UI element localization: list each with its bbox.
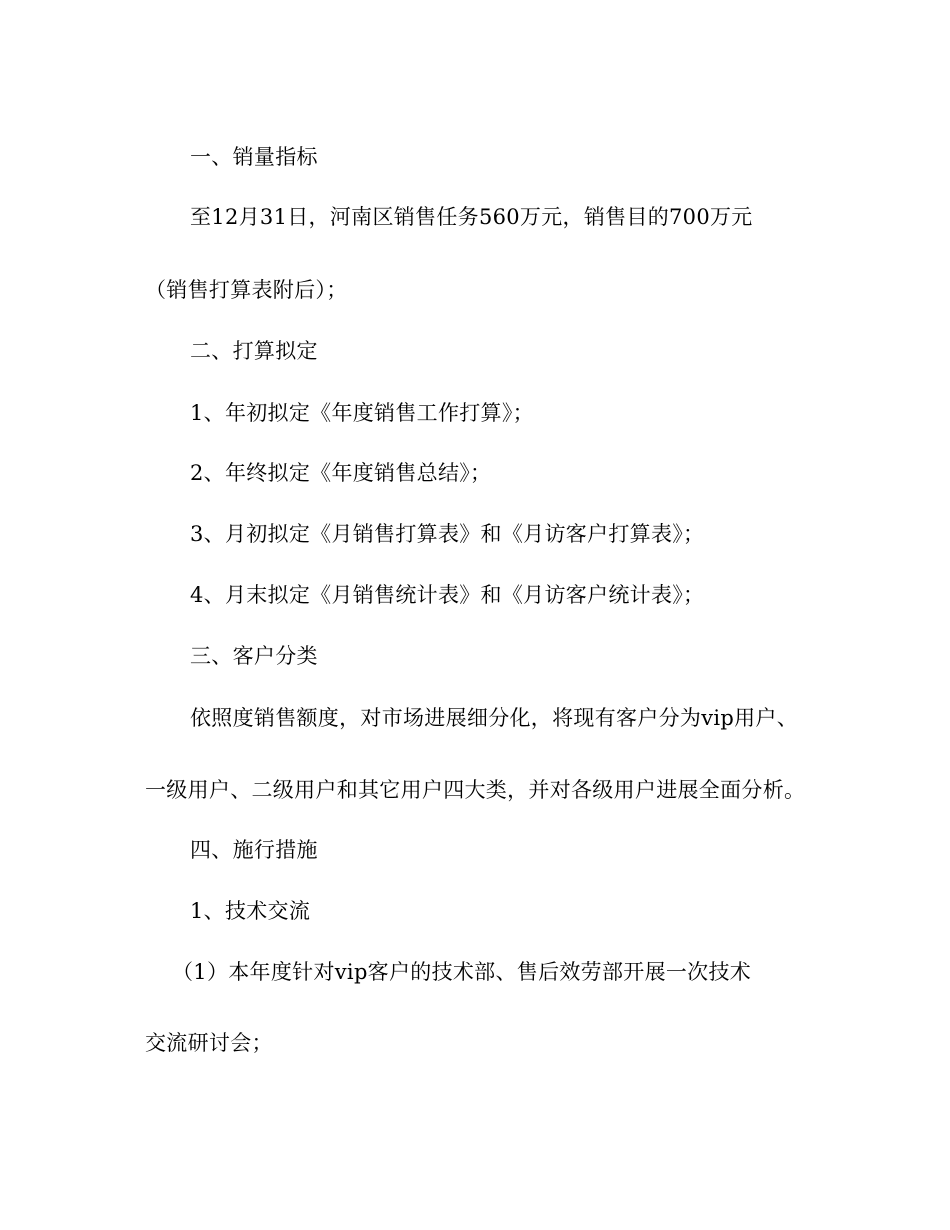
heading-customer-classification: 三、客户分类 <box>190 644 318 668</box>
list-item-plan-1: 1、年初拟定《年度销售工作打算》； <box>190 401 534 425</box>
paragraph-technical-exchange-line-2: 交流研讨会； <box>145 1031 273 1055</box>
list-item-plan-2: 2、年终拟定《年度销售总结》； <box>190 461 492 485</box>
paragraph-classification-line-2: 一级用户、二级用户和其它用户四大类，并对各级用户进展全面分析。 <box>145 778 806 802</box>
paragraph-sales-target-line-1: 至12月31日，河南区销售任务560万元，销售目的700万元 <box>190 205 753 229</box>
list-item-plan-4: 4、月末拟定《月销售统计表》和《月访客户统计表》； <box>190 583 705 607</box>
subheading-technical-exchange: 1、技术交流 <box>190 899 311 923</box>
paragraph-classification-line-1: 依照度销售额度，对市场进展细分化，将现有客户分为vip用户、 <box>190 706 799 730</box>
paragraph-sales-target-line-2: （销售打算表附后）； <box>145 278 348 302</box>
heading-plan-drafting: 二、打算拟定 <box>190 339 318 363</box>
heading-sales-target: 一、销量指标 <box>190 145 318 169</box>
list-item-plan-3: 3、月初拟定《月销售打算表》和《月访客户打算表》； <box>190 522 705 546</box>
heading-implementation-measures: 四、施行措施 <box>190 838 318 862</box>
paragraph-technical-exchange-line-1: （1）本年度针对vip客户的技术部、售后效劳部开展一次技术 <box>172 960 752 984</box>
